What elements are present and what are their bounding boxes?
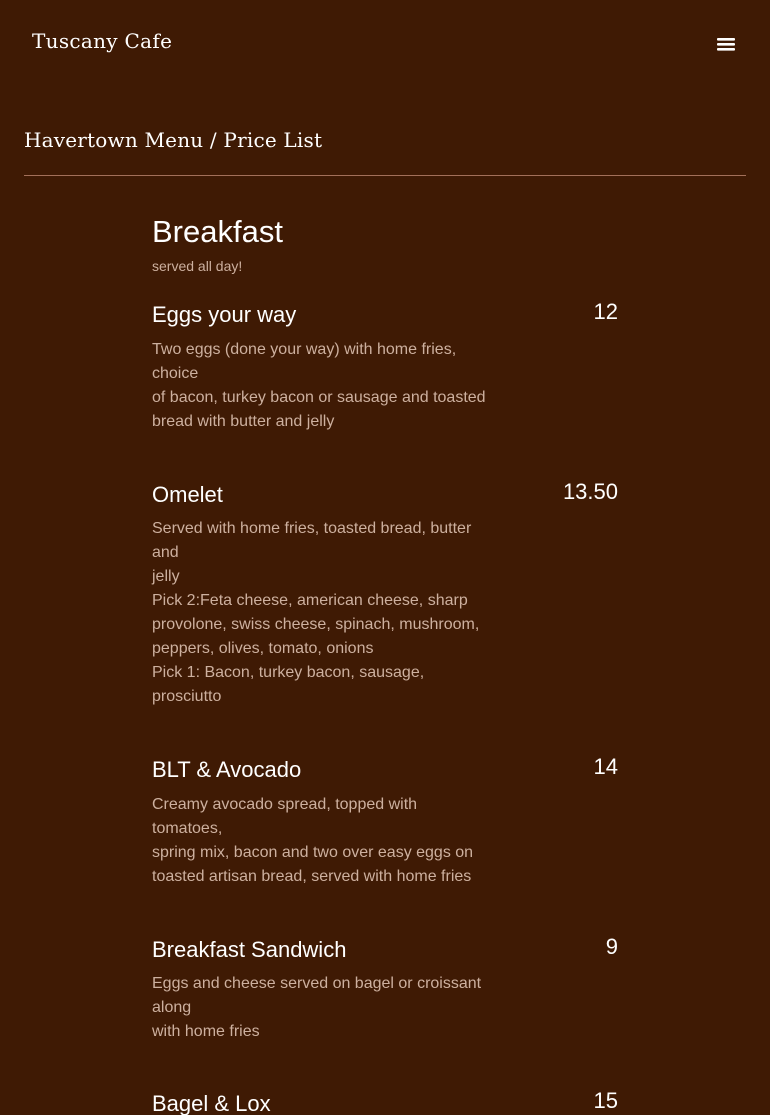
item-description xyxy=(152,972,492,1044)
item-description-line: Pick 1: Bacon, turkey bacon, sausage, xyxy=(152,664,425,681)
item-description-line: choice xyxy=(152,365,199,382)
item-description-line: provolone, swiss cheese, spinach, mushroom, xyxy=(152,616,480,633)
item-price: 15 xyxy=(593,1088,618,1113)
item-price: 14 xyxy=(593,754,618,779)
page-title: Havertown Menu / Price List xyxy=(24,128,323,152)
divider xyxy=(24,175,746,176)
item-name: Breakfast Sandwich xyxy=(152,937,347,962)
item-name: BLT & Avocado xyxy=(152,757,302,782)
item-price: 12 xyxy=(593,299,618,324)
hamburger-menu-icon xyxy=(712,31,740,57)
item-description-line: bread with butter and jelly xyxy=(152,413,335,430)
item-description xyxy=(152,517,492,709)
item-description xyxy=(152,793,492,889)
item-description-line: Eggs and cheese served on bagel or croissant xyxy=(152,975,482,992)
item-description-line: jelly xyxy=(152,568,180,585)
item-description-line: toasted artisan bread, served with home fries xyxy=(152,868,472,885)
item-description-line: peppers, olives, tomato, onions xyxy=(152,640,374,657)
section-subtitle: served all day! xyxy=(152,258,243,274)
item-description-line: and xyxy=(152,544,179,561)
site-brand[interactable]: Tuscany Cafe xyxy=(32,29,173,53)
hamburger-menu-button[interactable] xyxy=(712,31,740,57)
section-title: Breakfast xyxy=(152,214,283,249)
item-price: 13.50 xyxy=(562,479,618,504)
item-description-line: with home fries xyxy=(152,1023,260,1040)
item-description-line: prosciutto xyxy=(152,688,222,705)
item-description-line: tomatoes, xyxy=(152,820,223,837)
item-description-line: Two eggs (done your way) with home fries, xyxy=(152,341,457,358)
item-description-line: of bacon, turkey bacon or sausage and toasted xyxy=(152,389,486,406)
item-name: Bagel & Lox xyxy=(152,1091,271,1115)
item-name: Omelet xyxy=(152,482,223,507)
item-description xyxy=(152,338,492,434)
item-description-line: Pick 2:Feta cheese, american cheese, sharp xyxy=(152,592,468,609)
site-header xyxy=(0,0,770,88)
item-description-line: along xyxy=(152,999,192,1016)
item-description-line: Creamy avocado spread, topped with xyxy=(152,796,418,813)
item-price: 9 xyxy=(605,934,618,959)
item-description-line: spring mix, bacon and two over easy eggs on xyxy=(152,844,474,861)
item-name: Eggs your way xyxy=(152,302,297,327)
item-description-line: Served with home fries, toasted bread, butter xyxy=(152,520,472,537)
